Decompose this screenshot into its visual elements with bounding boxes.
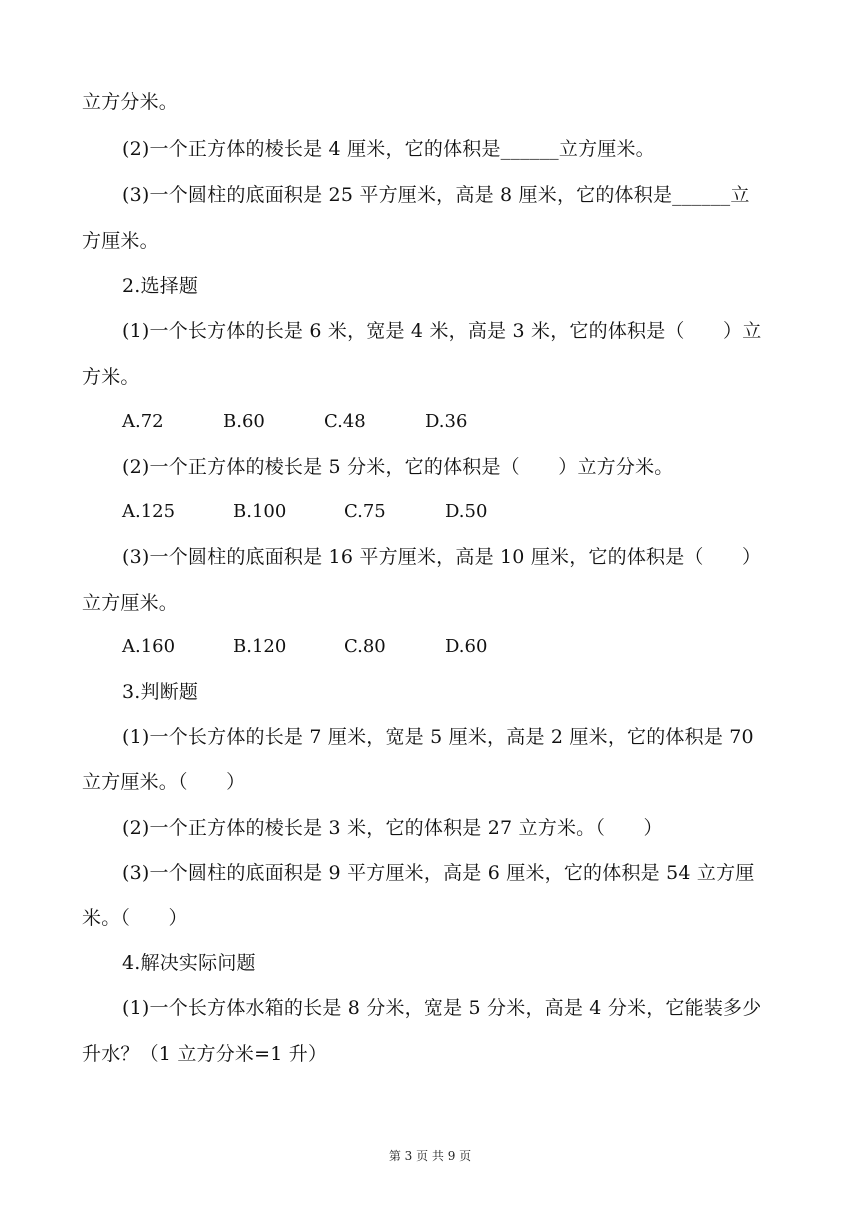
text-line: 升水？（1 立方分米=1 升） (82, 1043, 328, 1065)
fill-blank-question-3: (3)一个圆柱的底面积是 25 平方厘米，高是 8 厘米，它的体积是______立 (122, 184, 750, 206)
choice-question-1: (1)一个长方体的长是 6 米，宽是 4 米，高是 3 米，它的体积是（ ）立 (122, 320, 762, 342)
judge-question-2: (2)一个正方体的棱长是 3 米，它的体积是 27 立方米。（ ） (122, 817, 663, 839)
option-a: A.125 (122, 501, 176, 522)
option-c: C.75 (344, 501, 386, 522)
judge-question-1: (1)一个长方体的长是 7 厘米，宽是 5 厘米，高是 2 厘米，它的体积是 70 (122, 726, 754, 748)
text-line: 方厘米。 (82, 230, 159, 252)
option-d: D.60 (445, 636, 488, 657)
fill-blank-question-2: (2)一个正方体的棱长是 4 厘米，它的体积是______立方厘米。 (122, 138, 655, 160)
page-footer: 第 3 页 共 9 页 (388, 1149, 472, 1163)
option-b: B.60 (223, 411, 265, 432)
option-a: A.72 (122, 411, 164, 432)
section-heading-practical: 4.解决实际问题 (122, 952, 256, 974)
text-line: 立方厘米。（ ） (82, 771, 246, 793)
text-line: 方米。 (82, 366, 140, 388)
text-line: 米。（ ） (82, 907, 188, 929)
option-b: B.120 (233, 636, 287, 657)
choice-question-3: (3)一个圆柱的底面积是 16 平方厘米，高是 10 厘米，它的体积是（ ） (122, 546, 762, 568)
option-d: D.50 (445, 501, 488, 522)
option-c: C.80 (344, 636, 386, 657)
option-a: A.160 (122, 636, 176, 657)
text-line: 立方厘米。 (82, 592, 179, 614)
section-heading-choice: 2.选择题 (122, 275, 199, 297)
option-b: B.100 (233, 501, 287, 522)
section-heading-judge: 3.判断题 (122, 681, 199, 703)
option-c: C.48 (324, 411, 366, 432)
text-line: 立方分米。 (82, 91, 179, 113)
judge-question-3: (3)一个圆柱的底面积是 9 平方厘米，高是 6 厘米，它的体积是 54 立方厘 (122, 862, 755, 884)
practical-question-1: (1)一个长方体水箱的长是 8 分米，宽是 5 分米，高是 4 分米，它能装多少 (122, 997, 762, 1019)
option-d: D.36 (425, 411, 468, 432)
choice-question-2: (2)一个正方体的棱长是 5 分米，它的体积是（ ）立方分米。 (122, 456, 674, 478)
